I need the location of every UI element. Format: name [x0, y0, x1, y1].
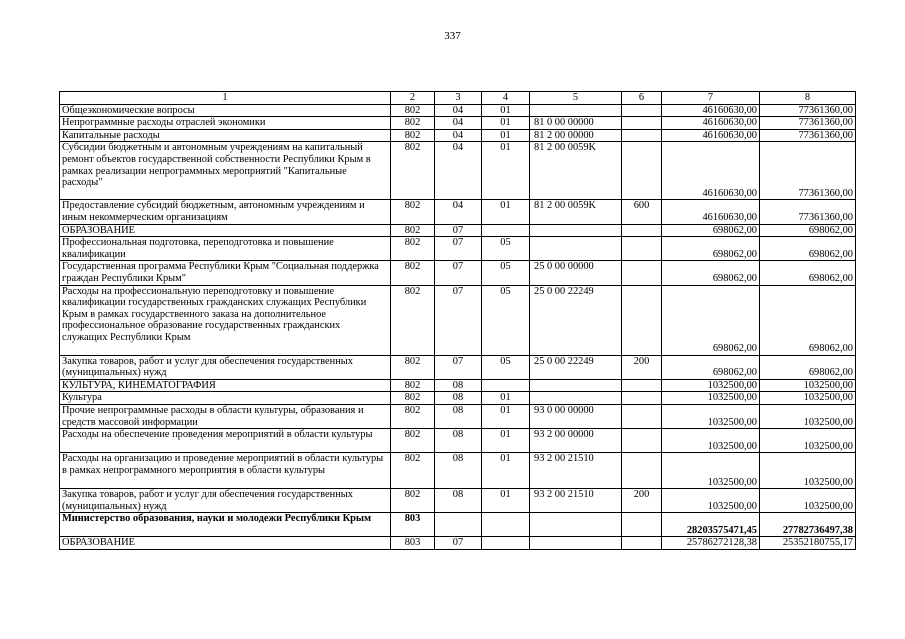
subsection-cell: 05	[482, 237, 530, 261]
amount-year1-cell: 698062,00	[662, 355, 760, 379]
amount-year2-cell: 77361360,00	[760, 117, 856, 130]
amount-year2-cell: 1032500,00	[760, 429, 856, 453]
target-article-cell: 93 2 00 00000	[530, 429, 622, 453]
header-cell: 6	[622, 92, 662, 105]
row-name-cell: Государственная программа Республики Крым "Социальная поддержка граждан Республики Крым"	[60, 261, 391, 285]
amount-year1-cell: 46160630,00	[662, 129, 760, 142]
amount-year2-cell: 1032500,00	[760, 392, 856, 405]
row-name-cell: Непрограммные расходы отраслей экономики	[60, 117, 391, 130]
row-name-cell: ОБРАЗОВАНИЕ	[60, 537, 391, 550]
amount-year1-cell: 25786272128,38	[662, 537, 760, 550]
amount-year2-cell: 698062,00	[760, 355, 856, 379]
expense-type-cell	[622, 453, 662, 489]
ved-code-cell: 802	[391, 104, 435, 117]
expense-type-cell	[622, 104, 662, 117]
ved-code-cell: 803	[391, 537, 435, 550]
section-cell: 08	[435, 429, 482, 453]
section-cell: 04	[435, 200, 482, 224]
target-article-cell: 25 0 00 00000	[530, 261, 622, 285]
row-name-cell: Культура	[60, 392, 391, 405]
subsection-cell	[482, 537, 530, 550]
budget-table	[59, 91, 856, 550]
target-article-cell	[530, 379, 622, 392]
section-cell: 07	[435, 261, 482, 285]
amount-year1-cell: 46160630,00	[662, 142, 760, 200]
subsection-cell	[482, 224, 530, 237]
expense-type-cell	[622, 261, 662, 285]
table-row	[60, 453, 856, 489]
subsection-cell: 01	[482, 392, 530, 405]
subsection-cell: 01	[482, 129, 530, 142]
amount-year2-cell: 1032500,00	[760, 404, 856, 428]
subsection-cell: 05	[482, 261, 530, 285]
header-cell: 3	[435, 92, 482, 105]
amount-year2-cell: 698062,00	[760, 285, 856, 355]
amount-year2-cell: 77361360,00	[760, 200, 856, 224]
amount-year1-cell: 698062,00	[662, 237, 760, 261]
amount-year2-cell: 77361360,00	[760, 129, 856, 142]
row-name-cell: Расходы на профессиональную переподготовку и повышение квалификации государственных гражданских служащих Республики Крым в рамках государственного заказа на дополнительное профессиональное образование государственных гражданских служащих Республики Крым	[60, 285, 391, 355]
expense-type-cell	[622, 379, 662, 392]
amount-year1-cell: 46160630,00	[662, 200, 760, 224]
amount-year1-cell: 1032500,00	[662, 429, 760, 453]
section-cell: 08	[435, 453, 482, 489]
section-cell	[435, 513, 482, 537]
header-cell: 7	[662, 92, 760, 105]
table-row	[60, 355, 856, 379]
table-row	[60, 200, 856, 224]
table-row	[60, 285, 856, 355]
row-name-cell: Расходы на обеспечение проведения мероприятий в области культуры	[60, 429, 391, 453]
section-cell: 07	[435, 237, 482, 261]
row-name-cell: Субсидии бюджетным и автономным учреждениям на капитальный ремонт объектов государственной собственности Республики Крым в рамках реализации непрограммных мероприятий "Капитальные расходы"	[60, 142, 391, 200]
header-cell: 4	[482, 92, 530, 105]
subsection-cell: 01	[482, 117, 530, 130]
ved-code-cell: 802	[391, 224, 435, 237]
ved-code-cell: 802	[391, 285, 435, 355]
table-row	[60, 404, 856, 428]
expense-type-cell	[622, 117, 662, 130]
row-name-cell: Министерство образования, науки и молодежи Республики Крым	[60, 513, 391, 537]
amount-year1-cell: 698062,00	[662, 261, 760, 285]
amount-year2-cell: 698062,00	[760, 261, 856, 285]
table-row	[60, 489, 856, 513]
amount-year1-cell: 1032500,00	[662, 453, 760, 489]
expense-type-cell	[622, 129, 662, 142]
subsection-cell	[482, 513, 530, 537]
ved-code-cell: 802	[391, 379, 435, 392]
amount-year2-cell: 77361360,00	[760, 104, 856, 117]
row-name-cell: Закупка товаров, работ и услуг для обеспечения государственных (муниципальных) нужд	[60, 489, 391, 513]
ved-code-cell: 802	[391, 429, 435, 453]
table-row	[60, 104, 856, 117]
table-row	[60, 117, 856, 130]
expense-type-cell: 200	[622, 355, 662, 379]
ved-code-cell: 802	[391, 355, 435, 379]
target-article-cell: 81 0 00 00000	[530, 117, 622, 130]
amount-year1-cell: 46160630,00	[662, 104, 760, 117]
expense-type-cell	[622, 429, 662, 453]
target-article-cell: 25 0 00 22249	[530, 355, 622, 379]
target-article-cell: 81 2 00 0059K	[530, 142, 622, 200]
header-cell: 2	[391, 92, 435, 105]
amount-year2-cell: 1032500,00	[760, 379, 856, 392]
subsection-cell: 05	[482, 355, 530, 379]
ved-code-cell: 803	[391, 513, 435, 537]
row-name-cell: КУЛЬТУРА, КИНЕМАТОГРАФИЯ	[60, 379, 391, 392]
amount-year2-cell: 27782736497,38	[760, 513, 856, 537]
section-cell: 08	[435, 379, 482, 392]
amount-year1-cell: 1032500,00	[662, 379, 760, 392]
subsection-cell: 01	[482, 429, 530, 453]
table-row	[60, 142, 856, 200]
section-cell: 07	[435, 537, 482, 550]
section-cell: 04	[435, 117, 482, 130]
row-name-cell: Расходы на организацию и проведение мероприятий в области культуры в рамках непрограммного мероприятия в области культуры	[60, 453, 391, 489]
section-cell: 04	[435, 104, 482, 117]
section-cell: 07	[435, 285, 482, 355]
amount-year2-cell: 698062,00	[760, 224, 856, 237]
table-row	[60, 261, 856, 285]
target-article-cell: 93 0 00 00000	[530, 404, 622, 428]
table-row	[60, 537, 856, 550]
header-cell: 1	[60, 92, 391, 105]
table-row	[60, 429, 856, 453]
subsection-cell: 01	[482, 404, 530, 428]
table-row	[60, 392, 856, 405]
amount-year2-cell: 1032500,00	[760, 489, 856, 513]
row-name-cell: Капитальные расходы	[60, 129, 391, 142]
target-article-cell	[530, 537, 622, 550]
subsection-cell: 01	[482, 489, 530, 513]
table-row	[60, 379, 856, 392]
row-name-cell: Прочие непрограммные расходы в области культуры, образования и средств массовой информации	[60, 404, 391, 428]
target-article-cell	[530, 224, 622, 237]
page-number: 337	[444, 30, 461, 42]
header-cell: 5	[530, 92, 622, 105]
ved-code-cell: 802	[391, 237, 435, 261]
amount-year1-cell: 28203575471,45	[662, 513, 760, 537]
amount-year2-cell: 77361360,00	[760, 142, 856, 200]
ved-code-cell: 802	[391, 489, 435, 513]
amount-year2-cell: 25352180755,17	[760, 537, 856, 550]
expense-type-cell	[622, 392, 662, 405]
target-article-cell	[530, 237, 622, 261]
section-cell: 04	[435, 142, 482, 200]
section-cell: 07	[435, 355, 482, 379]
amount-year1-cell: 698062,00	[662, 224, 760, 237]
target-article-cell: 93 2 00 21510	[530, 489, 622, 513]
amount-year1-cell: 1032500,00	[662, 392, 760, 405]
target-article-cell: 93 2 00 21510	[530, 453, 622, 489]
expense-type-cell	[622, 285, 662, 355]
subsection-cell: 01	[482, 142, 530, 200]
table-row	[60, 513, 856, 537]
ved-code-cell: 802	[391, 142, 435, 200]
row-name-cell: Профессиональная подготовка, переподготовка и повышение квалификации	[60, 237, 391, 261]
expense-type-cell	[622, 237, 662, 261]
table-row	[60, 224, 856, 237]
row-name-cell: ОБРАЗОВАНИЕ	[60, 224, 391, 237]
section-cell: 04	[435, 129, 482, 142]
ved-code-cell: 802	[391, 261, 435, 285]
header-row	[60, 92, 856, 105]
row-name-cell: Общеэкономические вопросы	[60, 104, 391, 117]
target-article-cell: 25 0 00 22249	[530, 285, 622, 355]
target-article-cell: 81 2 00 0059K	[530, 200, 622, 224]
expense-type-cell	[622, 513, 662, 537]
row-name-cell: Закупка товаров, работ и услуг для обеспечения государственных (муниципальных) нужд	[60, 355, 391, 379]
expense-type-cell: 200	[622, 489, 662, 513]
amount-year2-cell: 698062,00	[760, 237, 856, 261]
target-article-cell	[530, 104, 622, 117]
expense-type-cell	[622, 537, 662, 550]
amount-year1-cell: 46160630,00	[662, 117, 760, 130]
target-article-cell	[530, 513, 622, 537]
subsection-cell: 01	[482, 104, 530, 117]
table-row	[60, 237, 856, 261]
ved-code-cell: 802	[391, 200, 435, 224]
expense-type-cell	[622, 142, 662, 200]
expense-type-cell: 600	[622, 200, 662, 224]
ved-code-cell: 802	[391, 392, 435, 405]
expense-type-cell	[622, 404, 662, 428]
ved-code-cell: 802	[391, 129, 435, 142]
header-cell: 8	[760, 92, 856, 105]
subsection-cell: 01	[482, 200, 530, 224]
subsection-cell: 01	[482, 453, 530, 489]
subsection-cell	[482, 379, 530, 392]
target-article-cell: 81 2 00 00000	[530, 129, 622, 142]
amount-year1-cell: 1032500,00	[662, 404, 760, 428]
section-cell: 08	[435, 489, 482, 513]
amount-year2-cell: 1032500,00	[760, 453, 856, 489]
subsection-cell: 05	[482, 285, 530, 355]
amount-year1-cell: 698062,00	[662, 285, 760, 355]
section-cell: 08	[435, 404, 482, 428]
expense-type-cell	[622, 224, 662, 237]
amount-year1-cell: 1032500,00	[662, 489, 760, 513]
ved-code-cell: 802	[391, 117, 435, 130]
ved-code-cell: 802	[391, 404, 435, 428]
ved-code-cell: 802	[391, 453, 435, 489]
section-cell: 07	[435, 224, 482, 237]
table-row	[60, 129, 856, 142]
target-article-cell	[530, 392, 622, 405]
row-name-cell: Предоставление субсидий бюджетным, автономным учреждениям и иным некоммерческим организациям	[60, 200, 391, 224]
section-cell: 08	[435, 392, 482, 405]
